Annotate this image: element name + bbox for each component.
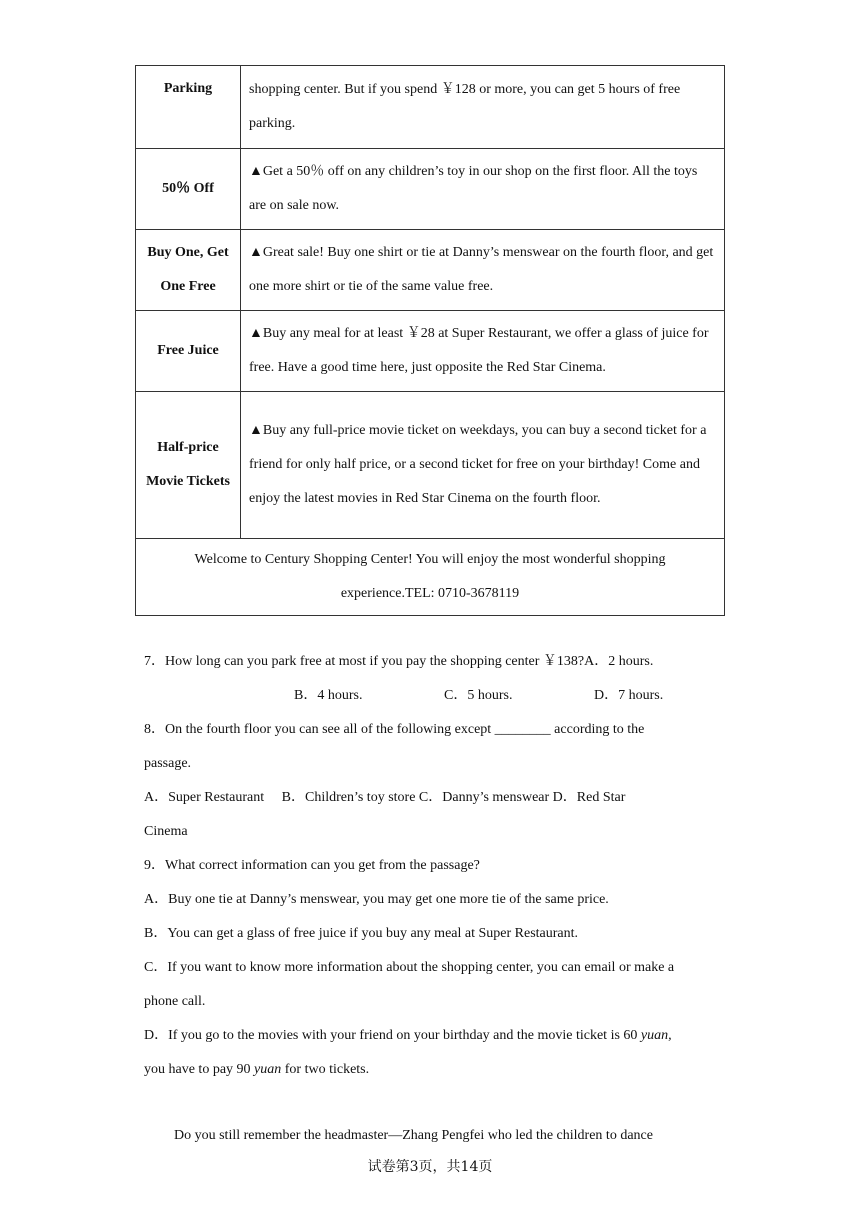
row-label: Buy One, Get One Free: [136, 230, 241, 311]
row-label: Half-price Movie Tickets: [136, 392, 241, 539]
row-text: ▲Buy any full-price movie ticket on weekdays, you can buy a second ticket for a friend for only half price, or a second ticket for free on your birthday! Come and enjoy the latest movies in Red Star Cinema on the fourth floor.: [241, 392, 725, 539]
q7-option-d: D．7 hours.: [594, 688, 664, 703]
q9-option-a: A．Buy one tie at Danny’s menswear, you may get one more tie of the same price.: [144, 892, 609, 907]
promotion-table: [135, 65, 725, 616]
q8-options-line1: A．Super Restaurant B．Children’s toy store C．Danny’s menswear D．Red Star: [144, 790, 626, 805]
q9-option-c-line2: phone call.: [144, 994, 206, 1009]
row-label: Free Juice: [136, 311, 241, 392]
q7-option-c: C．5 hours.: [444, 688, 513, 703]
q7-option-b: B．4 hours.: [294, 688, 363, 703]
row-text: ▲Get a 50％ off on any children’s toy in our shop on the first floor. All the toys are on sale now.: [241, 149, 725, 230]
q9-d-em: yuan,: [640, 1028, 672, 1043]
q9-d-em: yuan: [254, 1062, 282, 1077]
table-footer: Welcome to Century Shopping Center! You will enjoy the most wonderful shopping experience.TEL: 0710-3678119: [136, 539, 725, 616]
q8-stem-line1: 8．On the fourth floor you can see all of the following except ________ according to the: [144, 722, 645, 737]
q9-option-d-line1: [144, 1019, 724, 1053]
table-row: [136, 66, 725, 149]
table-row: [136, 311, 725, 392]
q8-stem-line2: passage.: [144, 756, 192, 771]
q9-d-text: for two tickets.: [281, 1062, 370, 1077]
row-label: Parking: [136, 66, 241, 149]
next-passage-start: Do you still remember the headmaster—Zhang Pengfei who led the children to dance: [174, 1128, 653, 1143]
table-footer-row: [136, 539, 725, 616]
q9-d-text: D．If you go to the movies with your friend on your birthday and the movie ticket is 60: [144, 1028, 641, 1043]
row-text: ▲Great sale! Buy one shirt or tie at Danny’s menswear on the fourth floor, and get one more shirt or tie of the same value free.: [241, 230, 725, 311]
q9-option-d-line2: [144, 1053, 724, 1087]
q9-stem: 9．What correct information can you get from the passage?: [144, 858, 480, 873]
q9-option-c-line1: C．If you want to know more information about the shopping center, you can email or make a: [144, 960, 675, 975]
table-row: [136, 149, 725, 230]
q7-stem: 7．How long can you park free at most if you pay the shopping center ￥138?A．2 hours.: [144, 654, 654, 669]
page-footer: 试卷第3页，共14页: [367, 1159, 493, 1175]
q9-option-b: B．You can get a glass of free juice if you buy any meal at Super Restaurant.: [144, 926, 579, 941]
table-row: [136, 392, 725, 539]
row-text: ▲Buy any meal for at least ￥28 at Super Restaurant, we offer a glass of juice for free. Have a good time here, just opposite the Red Star Cinema.: [241, 311, 725, 392]
row-text: shopping center. But if you spend ￥128 or more, you can get 5 hours of free parking.: [241, 66, 725, 149]
table-row: [136, 230, 725, 311]
row-label: 50％ Off: [136, 149, 241, 230]
q9-d-text: you have to pay 90: [144, 1062, 255, 1077]
q8-options-line2: Cinema: [144, 824, 188, 839]
